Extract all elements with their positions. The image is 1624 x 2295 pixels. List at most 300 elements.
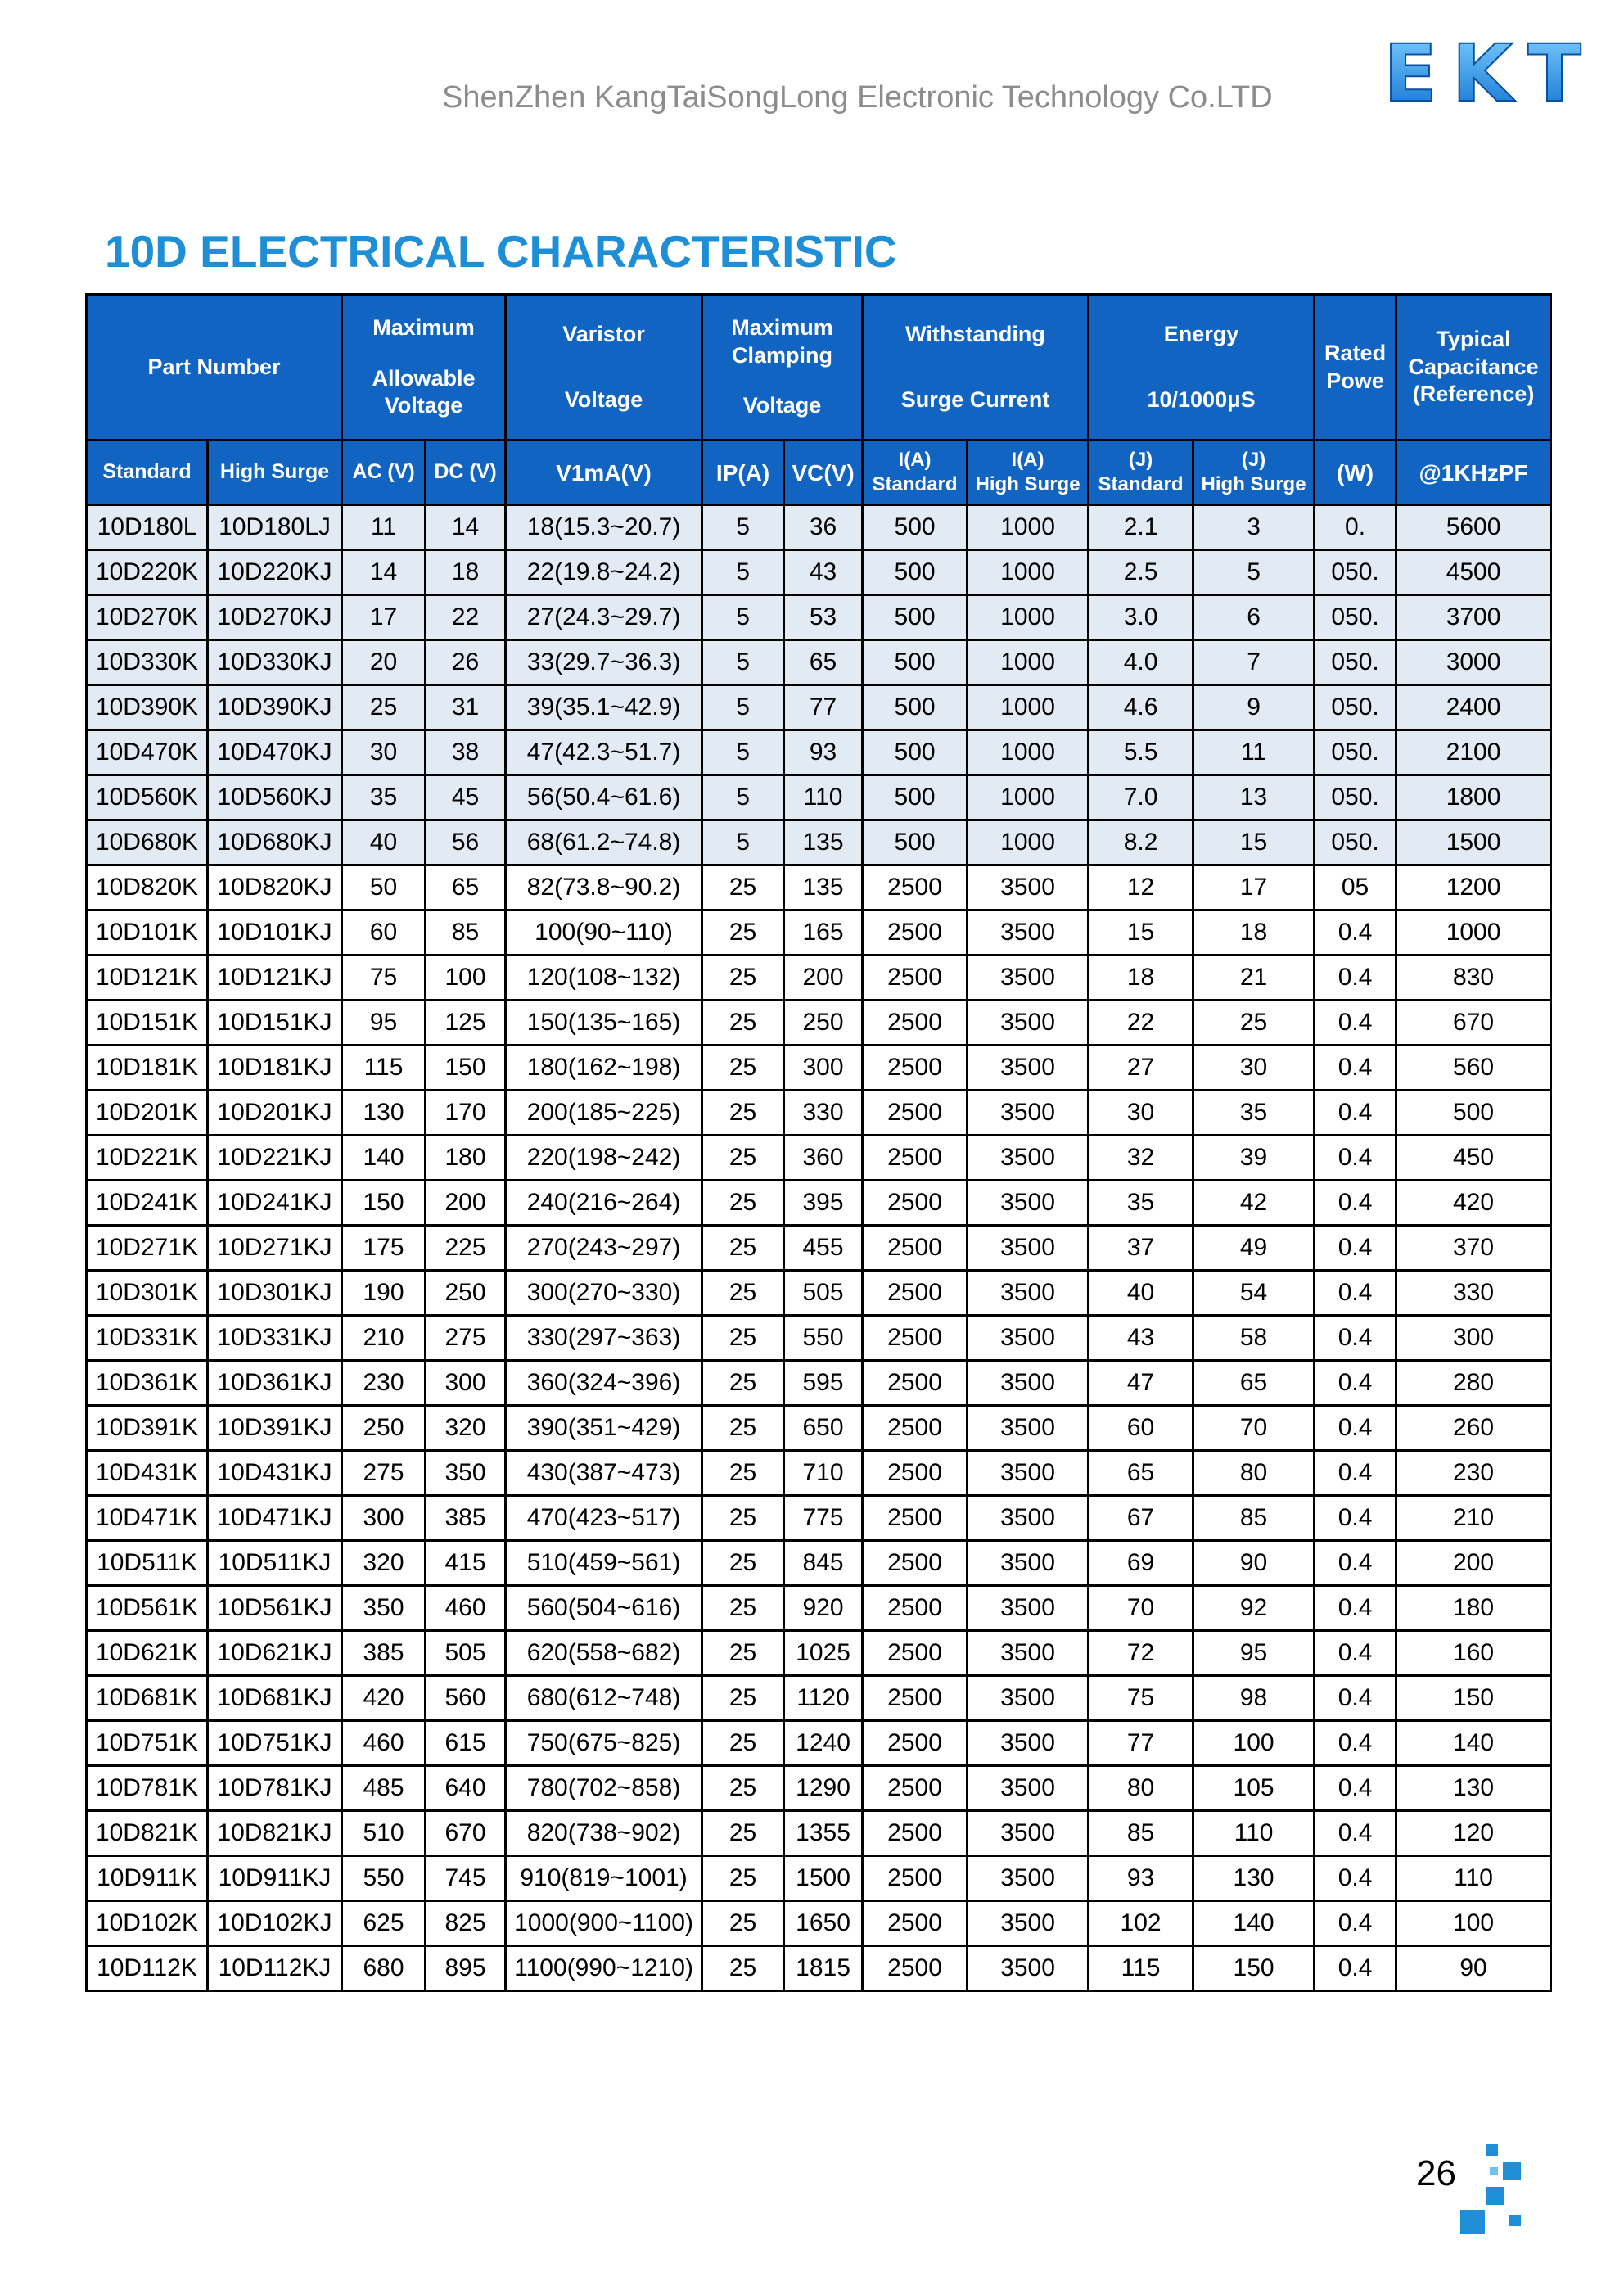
cell-watts: 0.4 xyxy=(1315,1046,1396,1091)
cell-j-standard: 4.0 xyxy=(1089,640,1193,685)
cell-v1ma: 270(243~297) xyxy=(506,1226,702,1271)
cell-j-high-surge: 17 xyxy=(1193,865,1315,910)
cell-capacitance: 830 xyxy=(1396,955,1551,1001)
cell-vc: 110 xyxy=(784,775,863,820)
cap-line1: Typical Capacitance xyxy=(1408,326,1539,379)
cell-standard: 10D361K xyxy=(87,1361,208,1406)
cell-i-standard: 2500 xyxy=(863,1676,968,1721)
cell-i-high-surge: 1000 xyxy=(968,775,1089,820)
j-hs-line1: (J) xyxy=(1241,449,1266,471)
cell-capacitance: 1200 xyxy=(1396,865,1551,910)
cell-standard: 10D271K xyxy=(87,1226,208,1271)
part-number-header: Part Number xyxy=(87,295,342,440)
cell-ip: 5 xyxy=(702,730,784,775)
cell-v1ma: 39(35.1~42.9) xyxy=(506,685,702,730)
cell-ip: 25 xyxy=(702,910,784,955)
cell-i-standard: 2500 xyxy=(863,1811,968,1856)
cell-vc: 360 xyxy=(784,1136,863,1181)
cell-standard: 10D390K xyxy=(87,685,208,730)
cell-i-standard: 2500 xyxy=(863,1496,968,1541)
cell-standard: 10D560K xyxy=(87,775,208,820)
cell-j-high-surge: 49 xyxy=(1193,1226,1315,1271)
cell-vc: 77 xyxy=(784,685,863,730)
cell-ac: 350 xyxy=(342,1586,426,1631)
cell-high-surge: 10D561KJ xyxy=(208,1586,342,1631)
cell-dc: 85 xyxy=(426,910,506,955)
cell-high-surge: 10D201KJ xyxy=(208,1091,342,1136)
cell-high-surge: 10D511KJ xyxy=(208,1541,342,1586)
varistor-line1: Varistor xyxy=(562,321,645,346)
cell-high-surge: 10D821KJ xyxy=(208,1811,342,1856)
cell-vc: 300 xyxy=(784,1046,863,1091)
cell-dc: 460 xyxy=(426,1586,506,1631)
table-row xyxy=(87,955,1551,1001)
table-row xyxy=(87,1766,1551,1811)
cell-standard: 10D431K xyxy=(87,1451,208,1496)
cell-high-surge: 10D331KJ xyxy=(208,1316,342,1361)
cell-dc: 560 xyxy=(426,1676,506,1721)
cell-v1ma: 510(459~561) xyxy=(506,1541,702,1586)
cell-vc: 920 xyxy=(784,1586,863,1631)
cell-ac: 420 xyxy=(342,1676,426,1721)
cell-ip: 25 xyxy=(702,1451,784,1496)
cell-i-high-surge: 3500 xyxy=(968,1046,1089,1091)
cell-standard: 10D680K xyxy=(87,820,208,865)
cell-j-high-surge: 130 xyxy=(1193,1856,1315,1901)
cell-high-surge: 10D301KJ xyxy=(208,1271,342,1316)
cell-v1ma: 1100(990~1210) xyxy=(506,1946,702,1991)
cell-j-standard: 93 xyxy=(1089,1856,1193,1901)
cell-j-standard: 47 xyxy=(1089,1361,1193,1406)
col-vc: VC(V) xyxy=(784,440,863,505)
cell-j-high-surge: 25 xyxy=(1193,1001,1315,1046)
clamping-line1: Maximum Clamping xyxy=(731,314,833,368)
cell-ac: 40 xyxy=(342,820,426,865)
cell-ac: 11 xyxy=(342,505,426,550)
cell-vc: 1355 xyxy=(784,1811,863,1856)
cell-dc: 300 xyxy=(426,1361,506,1406)
cell-j-standard: 67 xyxy=(1089,1496,1193,1541)
cell-j-high-surge: 150 xyxy=(1193,1946,1315,1991)
cell-dc: 415 xyxy=(426,1541,506,1586)
cell-j-standard: 22 xyxy=(1089,1001,1193,1046)
cell-j-high-surge: 100 xyxy=(1193,1721,1315,1766)
cell-v1ma: 330(297~363) xyxy=(506,1316,702,1361)
cell-high-surge: 10D820KJ xyxy=(208,865,342,910)
cell-high-surge: 10D151KJ xyxy=(208,1001,342,1046)
cell-i-standard: 2500 xyxy=(863,1721,968,1766)
cell-i-high-surge: 3500 xyxy=(968,1361,1089,1406)
cell-v1ma: 750(675~825) xyxy=(506,1721,702,1766)
cell-vc: 845 xyxy=(784,1541,863,1586)
cell-dc: 31 xyxy=(426,685,506,730)
cell-j-high-surge: 92 xyxy=(1193,1586,1315,1631)
cell-watts: 050. xyxy=(1315,820,1396,865)
cell-j-high-surge: 110 xyxy=(1193,1811,1315,1856)
table-row xyxy=(87,595,1551,640)
cell-v1ma: 150(135~165) xyxy=(506,1001,702,1046)
cell-ip: 25 xyxy=(702,1496,784,1541)
cell-watts: 0.4 xyxy=(1315,1181,1396,1226)
table-row xyxy=(87,1901,1551,1946)
cell-dc: 825 xyxy=(426,1901,506,1946)
cell-high-surge: 10D101KJ xyxy=(208,910,342,955)
cell-dc: 45 xyxy=(426,775,506,820)
table-row xyxy=(87,1586,1551,1631)
cell-j-high-surge: 105 xyxy=(1193,1766,1315,1811)
cell-v1ma: 180(162~198) xyxy=(506,1046,702,1091)
cell-watts: 0.4 xyxy=(1315,1631,1396,1676)
cell-dc: 150 xyxy=(426,1046,506,1091)
rated-line1: Rated xyxy=(1324,340,1387,365)
cell-j-high-surge: 80 xyxy=(1193,1451,1315,1496)
cell-j-high-surge: 65 xyxy=(1193,1361,1315,1406)
cell-ac: 50 xyxy=(342,865,426,910)
cell-capacitance: 5600 xyxy=(1396,505,1551,550)
page-number: 26 xyxy=(1416,2153,1456,2193)
cell-i-high-surge: 3500 xyxy=(968,1946,1089,1991)
cell-j-standard: 2.1 xyxy=(1089,505,1193,550)
energy-header xyxy=(1089,295,1315,440)
cell-v1ma: 47(42.3~51.7) xyxy=(506,730,702,775)
cell-v1ma: 120(108~132) xyxy=(506,955,702,1001)
cell-capacitance: 260 xyxy=(1396,1406,1551,1451)
cell-standard: 10D301K xyxy=(87,1271,208,1316)
typical-capacitance-header xyxy=(1396,295,1551,440)
cell-watts: 0.4 xyxy=(1315,1136,1396,1181)
cell-v1ma: 220(198~242) xyxy=(506,1136,702,1181)
cell-ac: 275 xyxy=(342,1451,426,1496)
cell-i-high-surge: 3500 xyxy=(968,865,1089,910)
cell-ac: 130 xyxy=(342,1091,426,1136)
cell-vc: 165 xyxy=(784,910,863,955)
cell-i-high-surge: 1000 xyxy=(968,730,1089,775)
cell-watts: 0.4 xyxy=(1315,1586,1396,1631)
cell-j-standard: 27 xyxy=(1089,1046,1193,1091)
cell-capacitance: 90 xyxy=(1396,1946,1551,1991)
cell-ac: 60 xyxy=(342,910,426,955)
cell-high-surge: 10D270KJ xyxy=(208,595,342,640)
cell-dc: 100 xyxy=(426,955,506,1001)
cell-vc: 43 xyxy=(784,550,863,595)
cell-high-surge: 10D221KJ xyxy=(208,1136,342,1181)
cell-j-high-surge: 30 xyxy=(1193,1046,1315,1091)
cell-ac: 17 xyxy=(342,595,426,640)
cell-vc: 330 xyxy=(784,1091,863,1136)
cell-ac: 625 xyxy=(342,1901,426,1946)
max-allowable-voltage-header xyxy=(342,295,506,440)
cell-standard: 10D470K xyxy=(87,730,208,775)
table-row xyxy=(87,1451,1551,1496)
cell-high-surge: 10D621KJ xyxy=(208,1631,342,1676)
cell-v1ma: 680(612~748) xyxy=(506,1676,702,1721)
cell-capacitance: 210 xyxy=(1396,1496,1551,1541)
cell-j-standard: 70 xyxy=(1089,1586,1193,1631)
cell-watts: 0.4 xyxy=(1315,1901,1396,1946)
j-std-line1: (J) xyxy=(1128,449,1153,471)
cell-capacitance: 120 xyxy=(1396,1811,1551,1856)
cell-dc: 56 xyxy=(426,820,506,865)
max-voltage-line2: Allowable Voltage xyxy=(372,365,476,418)
cell-i-high-surge: 3500 xyxy=(968,1541,1089,1586)
cell-i-high-surge: 1000 xyxy=(968,685,1089,730)
cell-j-standard: 3.0 xyxy=(1089,595,1193,640)
cell-j-standard: 15 xyxy=(1089,910,1193,955)
cell-high-surge: 10D911KJ xyxy=(208,1856,342,1901)
cell-dc: 615 xyxy=(426,1721,506,1766)
cell-i-standard: 2500 xyxy=(863,1091,968,1136)
varistor-voltage-header xyxy=(506,295,702,440)
cell-j-high-surge: 85 xyxy=(1193,1496,1315,1541)
cell-ip: 25 xyxy=(702,865,784,910)
col-v1ma: V1mA(V) xyxy=(506,440,702,505)
cell-ac: 140 xyxy=(342,1136,426,1181)
cell-ac: 320 xyxy=(342,1541,426,1586)
cell-j-standard: 65 xyxy=(1089,1451,1193,1496)
cell-ip: 5 xyxy=(702,595,784,640)
j-hs-line2: High Surge xyxy=(1201,473,1306,495)
cell-dc: 670 xyxy=(426,1811,506,1856)
cell-high-surge: 10D361KJ xyxy=(208,1361,342,1406)
cell-watts: 050. xyxy=(1315,595,1396,640)
clamping-line2: Voltage xyxy=(742,393,822,418)
cell-i-standard: 2500 xyxy=(863,1001,968,1046)
cell-i-standard: 2500 xyxy=(863,1541,968,1586)
cell-j-high-surge: 6 xyxy=(1193,595,1315,640)
cell-vc: 1240 xyxy=(784,1721,863,1766)
cell-vc: 135 xyxy=(784,865,863,910)
cell-ip: 5 xyxy=(702,775,784,820)
cell-vc: 53 xyxy=(784,595,863,640)
cell-i-high-surge: 3500 xyxy=(968,1406,1089,1451)
cell-watts: 0. xyxy=(1315,505,1396,550)
cell-capacitance: 4500 xyxy=(1396,550,1551,595)
table-row xyxy=(87,640,1551,685)
cell-v1ma: 33(29.7~36.3) xyxy=(506,640,702,685)
cell-capacitance: 3700 xyxy=(1396,595,1551,640)
table-row xyxy=(87,1001,1551,1046)
j-std-line2: Standard xyxy=(1098,473,1184,495)
cell-j-high-surge: 39 xyxy=(1193,1136,1315,1181)
cell-i-high-surge: 3500 xyxy=(968,1091,1089,1136)
cell-i-standard: 2500 xyxy=(863,1901,968,1946)
cell-i-high-surge: 1000 xyxy=(968,505,1089,550)
cell-ac: 25 xyxy=(342,685,426,730)
cell-i-standard: 2500 xyxy=(863,1316,968,1361)
cell-standard: 10D112K xyxy=(87,1946,208,1991)
cell-ac: 210 xyxy=(342,1316,426,1361)
cell-ac: 75 xyxy=(342,955,426,1001)
cell-ip: 25 xyxy=(702,1766,784,1811)
cell-v1ma: 470(423~517) xyxy=(506,1496,702,1541)
table-row xyxy=(87,865,1551,910)
cell-vc: 1815 xyxy=(784,1946,863,1991)
cell-ac: 460 xyxy=(342,1721,426,1766)
cell-watts: 0.4 xyxy=(1315,955,1396,1001)
cell-standard: 10D820K xyxy=(87,865,208,910)
ekt-logo xyxy=(1379,29,1600,119)
cell-j-standard: 18 xyxy=(1089,955,1193,1001)
cell-capacitance: 450 xyxy=(1396,1136,1551,1181)
cell-ip: 5 xyxy=(702,685,784,730)
cell-capacitance: 1000 xyxy=(1396,910,1551,955)
cell-watts: 0.4 xyxy=(1315,910,1396,955)
i-hs-line1: I(A) xyxy=(1011,449,1044,471)
table-row xyxy=(87,1361,1551,1406)
cell-i-standard: 2500 xyxy=(863,1856,968,1901)
cell-j-high-surge: 7 xyxy=(1193,640,1315,685)
cell-standard: 10D751K xyxy=(87,1721,208,1766)
table-row xyxy=(87,820,1551,865)
cell-j-standard: 5.5 xyxy=(1089,730,1193,775)
cell-ip: 25 xyxy=(702,1316,784,1361)
cell-v1ma: 56(50.4~61.6) xyxy=(506,775,702,820)
cell-i-high-surge: 3500 xyxy=(968,910,1089,955)
cell-standard: 10D471K xyxy=(87,1496,208,1541)
i-std-line1: I(A) xyxy=(898,449,932,471)
cell-dc: 275 xyxy=(426,1316,506,1361)
table-row xyxy=(87,1136,1551,1181)
cell-ip: 25 xyxy=(702,1271,784,1316)
cell-high-surge: 10D271KJ xyxy=(208,1226,342,1271)
cell-v1ma: 27(24.3~29.7) xyxy=(506,595,702,640)
cell-i-high-surge: 3500 xyxy=(968,1001,1089,1046)
cell-i-standard: 500 xyxy=(863,505,968,550)
cell-watts: 0.4 xyxy=(1315,1316,1396,1361)
cell-high-surge: 10D241KJ xyxy=(208,1181,342,1226)
table-row xyxy=(87,1406,1551,1451)
cell-j-standard: 72 xyxy=(1089,1631,1193,1676)
cell-capacitance: 1500 xyxy=(1396,820,1551,865)
clamping-voltage-header xyxy=(702,295,863,440)
cell-j-standard: 40 xyxy=(1089,1271,1193,1316)
cell-i-high-surge: 3500 xyxy=(968,1496,1089,1541)
cell-ip: 25 xyxy=(702,1856,784,1901)
cell-high-surge: 10D471KJ xyxy=(208,1496,342,1541)
cell-ip: 25 xyxy=(702,1136,784,1181)
table-row xyxy=(87,910,1551,955)
cell-standard: 10D151K xyxy=(87,1001,208,1046)
cell-ip: 25 xyxy=(702,1586,784,1631)
cell-j-standard: 7.0 xyxy=(1089,775,1193,820)
cell-v1ma: 360(324~396) xyxy=(506,1361,702,1406)
cell-capacitance: 130 xyxy=(1396,1766,1551,1811)
cell-i-standard: 2500 xyxy=(863,910,968,955)
cell-j-standard: 8.2 xyxy=(1089,820,1193,865)
cell-i-standard: 2500 xyxy=(863,1226,968,1271)
table-row xyxy=(87,1496,1551,1541)
cell-vc: 550 xyxy=(784,1316,863,1361)
cell-standard: 10D330K xyxy=(87,640,208,685)
cell-high-surge: 10D102KJ xyxy=(208,1901,342,1946)
cell-vc: 65 xyxy=(784,640,863,685)
cell-v1ma: 390(351~429) xyxy=(506,1406,702,1451)
col-i-high-surge xyxy=(968,440,1089,505)
cell-j-standard: 102 xyxy=(1089,1901,1193,1946)
cell-dc: 65 xyxy=(426,865,506,910)
cell-vc: 710 xyxy=(784,1451,863,1496)
cell-standard: 10D911K xyxy=(87,1856,208,1901)
cell-capacitance: 370 xyxy=(1396,1226,1551,1271)
cell-i-high-surge: 3500 xyxy=(968,1586,1089,1631)
cell-watts: 0.4 xyxy=(1315,1946,1396,1991)
cell-dc: 38 xyxy=(426,730,506,775)
cell-v1ma: 560(504~616) xyxy=(506,1586,702,1631)
cell-i-standard: 500 xyxy=(863,685,968,730)
table-row xyxy=(87,685,1551,730)
cell-ip: 5 xyxy=(702,820,784,865)
cell-ip: 25 xyxy=(702,1811,784,1856)
cell-i-high-surge: 3500 xyxy=(968,1811,1089,1856)
cell-watts: 0.4 xyxy=(1315,1811,1396,1856)
cell-ac: 35 xyxy=(342,775,426,820)
cell-ac: 230 xyxy=(342,1361,426,1406)
cell-high-surge: 10D751KJ xyxy=(208,1721,342,1766)
cell-j-standard: 75 xyxy=(1089,1676,1193,1721)
surge-line2: Surge Current xyxy=(900,386,1050,412)
cell-v1ma: 620(558~682) xyxy=(506,1631,702,1676)
cell-i-high-surge: 1000 xyxy=(968,595,1089,640)
cell-high-surge: 10D220KJ xyxy=(208,550,342,595)
cell-capacitance: 140 xyxy=(1396,1721,1551,1766)
col-ac: AC (V) xyxy=(342,440,426,505)
cell-vc: 1290 xyxy=(784,1766,863,1811)
cell-i-standard: 2500 xyxy=(863,1586,968,1631)
cell-ac: 190 xyxy=(342,1271,426,1316)
cell-j-standard: 35 xyxy=(1089,1181,1193,1226)
cell-watts: 0.4 xyxy=(1315,1676,1396,1721)
table-row xyxy=(87,1271,1551,1316)
logo-text: EKT xyxy=(1383,29,1596,119)
cell-high-surge: 10D330KJ xyxy=(208,640,342,685)
cell-vc: 775 xyxy=(784,1496,863,1541)
cell-ip: 25 xyxy=(702,1541,784,1586)
cell-ip: 25 xyxy=(702,1046,784,1091)
max-voltage-line1: Maximum xyxy=(372,314,475,340)
cell-capacitance: 180 xyxy=(1396,1586,1551,1631)
cell-watts: 050. xyxy=(1315,640,1396,685)
cell-dc: 18 xyxy=(426,550,506,595)
cell-i-standard: 2500 xyxy=(863,1181,968,1226)
cell-dc: 895 xyxy=(426,1946,506,1991)
cell-ac: 385 xyxy=(342,1631,426,1676)
cell-vc: 1650 xyxy=(784,1901,863,1946)
cell-i-high-surge: 3500 xyxy=(968,1766,1089,1811)
cell-standard: 10D391K xyxy=(87,1406,208,1451)
table-row xyxy=(87,1181,1551,1226)
cell-ip: 25 xyxy=(702,1091,784,1136)
cell-vc: 36 xyxy=(784,505,863,550)
cell-dc: 14 xyxy=(426,505,506,550)
cell-capacitance: 330 xyxy=(1396,1271,1551,1316)
cell-capacitance: 1800 xyxy=(1396,775,1551,820)
cell-i-high-surge: 1000 xyxy=(968,820,1089,865)
cell-i-standard: 500 xyxy=(863,640,968,685)
cell-i-standard: 500 xyxy=(863,820,968,865)
cell-v1ma: 1000(900~1100) xyxy=(506,1901,702,1946)
cell-dc: 745 xyxy=(426,1856,506,1901)
cell-standard: 10D180L xyxy=(87,505,208,550)
table-row xyxy=(87,1316,1551,1361)
cell-dc: 22 xyxy=(426,595,506,640)
cell-watts: 0.4 xyxy=(1315,1226,1396,1271)
cell-i-high-surge: 3500 xyxy=(968,1181,1089,1226)
cell-j-high-surge: 13 xyxy=(1193,775,1315,820)
cell-vc: 650 xyxy=(784,1406,863,1451)
table-row xyxy=(87,730,1551,775)
i-std-line2: Standard xyxy=(872,473,958,495)
cell-ip: 25 xyxy=(702,1721,784,1766)
